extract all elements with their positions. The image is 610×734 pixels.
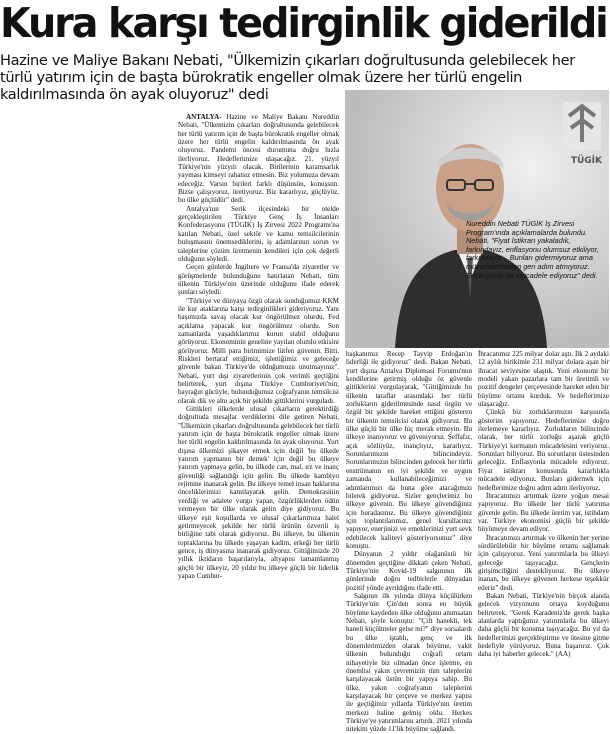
paragraph: Bakan Nebati, Türkiye'nin birçok alanda gelecek vizyonunu ortaya koyduğunu belirterek, "Gerek Karadeniz'de gerek başka alanlarda yaptığımız yatırımlarla bu ülkeyi daha güçlü bir konuma taşıyacağız. Bu yıl da hedeflerimizi gerçekleştirme ve ötesine gitme hedefiyle yürüyoruz. Buna başarırız. Çok daha iyi haberler gelecek." (AA) xyxy=(478,591,609,659)
paragraph: Gittikleri ülkelerde ulusal çıkarların gerektirdiği doğrultuda mesajlar verdiklerini dile getiren Nebati, "Ülkemizin çıkarları doğrultusunda gelebilecek her türlü yatırım için de başta bürokratik engeller olmak üzere her türlü engelin kaldırılmasında ön ayak oluyoruz. Yurt dışına ülkemizi şikayet etmek için değil 'bu ülkede yatırım yapmanın bir demek' için değil bu ülkeye yatırım yapmaya gelin, bu ülkede can, mal, ırz ve inanç güvenliği sağlandığı için gelin. Bu ülkede kambiyo rejimine inanarak gelin. Bu ülkeye temel insan haklarına önceliklerimizi kanıtlayarak gelin. Demokrasinin verdiği ve adalete vurgu yapan, özgürlüklerden ödün vermeyen bir ülke olarak gelin diye gidiyoruz. Bu ülkeye eşit koşullarda ve ulusal çıkarlarımıza halel getirmeyecek şekilde her türlü ürünün özverili iş birliğine tabi olarak gidiyoruz. Bu ülkeye, bu ülkenin topraklarına bu ülkede yaşayan kadim, erkeği her türlü gence, iş dünyasına inanarak gidiyoruz. Gittiğimizde 20 yıllık iktidarın başarılarıyla, altyapısı tamamlanmış güçlü bir ülkeyiz, 20 yıldır bu ülkeye güçlü bir liderlik yapan Cumhur- xyxy=(178,405,339,580)
dateline: ANTALYA- xyxy=(186,113,222,121)
tugik-logo-icon xyxy=(563,102,601,162)
paragraph: İhracatımızı artırmak üzere yoğun mesai yapıyoruz. Bu ülkede her türlü yatırıma güvenle gelin. Bu ülkede üretim var, istihdam var. Türkiye ekonomisi güçlü bir şekilde büyümeye devam ediyor. xyxy=(478,491,609,534)
paragraph: Dünyanın 2 yıldır olağanüstü bir dönemden geçtiğine dikkati çeken Nebati, Türkiye'nin Kovid-19 salgınının ilk günlerinde doğru tedbirlerle dünyadan pozitif yönde ayrıldığını ifade etti. xyxy=(346,550,472,592)
headline: Kura karşı tedirginlik giderildi xyxy=(0,0,607,47)
tugik-logo-label: TÜGİK xyxy=(570,156,602,166)
article-column-2 xyxy=(346,350,473,734)
paragraph: Salgının ilk yılında dünya küçülürken Türkiye'nin Çin'den sonra en büyük büyüme kaydeden ülke olduğunu anımsatan Nebati, şöyle konuştu: "Çift hanekli, tek haneli küçülmeler gelse mi?" diye sorsalardı bu ülke iştahlı, genç ve ilk dönemlerimizden olarak büyüme, vakit ülkenin bulunduğu coğrafi ortam nihayetiyle biz olmadan önce işletme, en önemlisi yakın çevremizin tüm taleplerini karşılayacak üstün bir yapıya sahip. Bu ülke, yakın coğrafyanın taleplerini karşılayacak bir çerçeve ve merkez yapısı ile geçtiğimiz yıllarda Türkiye'nin üretim merkezi haline gelmiş oldu. Herkes Türkiye'ye yatırımlarını artırdı. 2021 yılında nitekim yüzde 11'lik büyüme sağlandı. xyxy=(346,591,473,734)
paragraph: "Türkiye ve dünyaya özgü olarak sunduğumuz KKM ile kur ataklarına karşı tedirginlikleri gideriyoruz. Yanı başımızda savaş olacak kur öngörülmez olurdu, Fed açıklama yapacak kur öngörülmez olurdu. Son zamanlarda yaşadıklarımız kurun stabil olduğunu görüyoruz. Ekonominin geneline yayılan olumlu etkisini görüyoruz. Milli para birimimize lütfen güvenin. Bitti. Riskleri bertaraf ettiğimiz, işlettiğimiz ve geleceğe güvenle bakan Türkiye'de olduğumuzu unutmayınız". Nebati, yurt dışı ziyaretlerinin çok verimli geçtiğini belirterek, yurt dışına Türkiye Cumhuriyeti'nin, bayrağın gücüyle, bulunduğumuz coğrafyanın temsilcisi olarak dik ve alnı açık bir şekilde gittiklerini vurguladı. xyxy=(178,296,339,405)
paragraph: Çünkü biz zorluklarımızın karşısında gösterim yapıyoruz. Hedeflerimize doğru ilerlemeye kararlıyız. Zorlukların bilincinde olarak, her türlü zorluğu aşarak güçlü Türkiye'yi kurmanın mücadelesini veriyoruz. Sorunları biliyoruz. Bu sorunların üstesinden geleceğiz. Enflasyonla mücadele ediyoruz. Fiyat istikrarı konusunda kararlılıkla mücadele ediyoruz. Bunları gidermek için hedeflerimize doğru adım adım ilerliyoruz. xyxy=(478,408,609,492)
article-column-3 xyxy=(478,350,609,659)
paragraph: İhracatımızı artırmak ve ülkenin her yerine sürdürülebilir bir büyüme ortamı sağlamak için çalışıyoruz. Yeni yatırımlarla bu ülkeyi geleceğe taşıyacağız. Gençlerin girişimciliğini destekliyoruz. Bu ülkeye inanan, bu ülkeye güvenen herkese teşekkür ederiz" dedi. xyxy=(478,533,609,592)
deck: Hazine ve Maliye Bakanı Nebati, "Ülkemizin çıkarları doğrultusunda gelebilecek her türlü yatırım için de başta bürokratik engeller olmak üzere her türlü engelin kaldırılmasında ön ayak oluyoruz" dedi xyxy=(0,52,575,103)
paragraph: Geçen günlerde İngiltere ve Fransa'da ziyaretler ve görüşmelerde bulunduğunu hatırlatan Nebati, tüm ülkenin Türkiye'nin üzerinde olduğunu ifade ederek şunları söyledi: xyxy=(178,263,339,297)
paragraph: Antalya'nın Serik ilçesindeki bir otelde gerçekleştirilen Türkiye Genç İş İnsanları Konfederasyonu (TÜGİK) İş Zirvesi 2022 Programı'na katılan Nebati, özel sektör ve kamu temsilcilerinin buluşmasını önemsediklerini, iş adamlarının sorun ve taleplerine çözüm üretmenin kendileri için çok değerli olduğunu söyledi. xyxy=(178,204,339,263)
article-column-1 xyxy=(178,113,339,580)
paragraph: Hazine ve Maliye Bakanı Nureddin Nebati, "Ülkemizin çıkarları doğrultusunda gelebilecek her türlü yatırım için de başta bürokratik engeller olmak üzere her türlü engelin kaldırılmasında ön ayak oluyoruz. Pandemi öncesi durumuna doğru hızla ilerliyoruz. Hedeflerimize ulaşacağız. 21. yüzyıl Türkiye'nin yüzyılı olacak. Birilerinin karamsarlık yayması kimseyi rahatsız etmesin. Biz yolumuza devam edeceğiz. Varsın birileri farklı düşünsün, konuşsun. Bizse çalışıyoruz, üretiyoruz. Biz kararlıyız, güçlüyüz, bu ülke güçlüdür" dedi. xyxy=(178,113,339,205)
news-photo xyxy=(345,90,609,348)
paragraph: İhracatımız 225 milyar dolar aştı. İlk 2 aydaki 12 aylık birikimle 231 milyar dolara aşan bir ihracat seviyesine ulaştık. Yeni ekonomi bir modeli yakan pazarlara tam bir üretimli ve pozitif dengeler çerçevesinde hareket eden bir büyüme ortamı kurduk. Ve hedeflerimize ulaşacağız. xyxy=(478,350,609,409)
paragraph: başkanımız Recep Tayyip Erdoğan'ın liderliği ile gidiyoruz" dedi. Bakan Nebati, yurt dışına Antalya Diplomasi Forumu'nun kendilerine getirmiş olduğu öz güvenle gittiklerini vurgulayarak, "Gittiğimizde bu ülkenin taraflar arasındaki her türlü zorlukların giderilmesinde nasıl örgün ve özgül bir şekilde hareket ettiğini gösteren bir ülkenin temsilcisi olarak gidiyoruz. Bu ülke güçlü bir ülke hiç merak etmeyin. Bu ülkeye inanıyoruz ve güveniyoruz. Şeffafız, açık sözlüyüz, inançlıyız, kararlıyız. Sorunlarımızın bilincindeyiz. Sorunlarımızın bilincinden gelecek her türlü enstrümanın en iyi şekilde ve uygun zamanda kullanabileceğimizi ve adımlarımızı da buna göre atacağımızı bilerek gidiyoruz. Sizler gençlerimiz bu ülkeye güvenin. Bu ülkeye güvendiğiniz için buradasınız. Bu ülkeye güvendiğiniz için toplantılarımız, genel kurullarınız yapıyor, enerjinizi ve emeklerinizi yurt sevk edebilecek kaliteyi gösteriyorsunuz" diye konuştu. xyxy=(346,350,472,550)
photo-caption: Nureddin Nebati TÜGİK İş Zirvesi Program'ında açıklamalarda bulundu. Nebati, "Fiyat İstikrarı yakaladık, farkındayız, enflasyonu olumsuz etkiliyor, farkındayız... Bunları gidermiyoruz ama mücadelemizden geri adım atmıyoruz. Enflasyonla da mücadele ediyoruz" dedi. xyxy=(466,219,599,280)
